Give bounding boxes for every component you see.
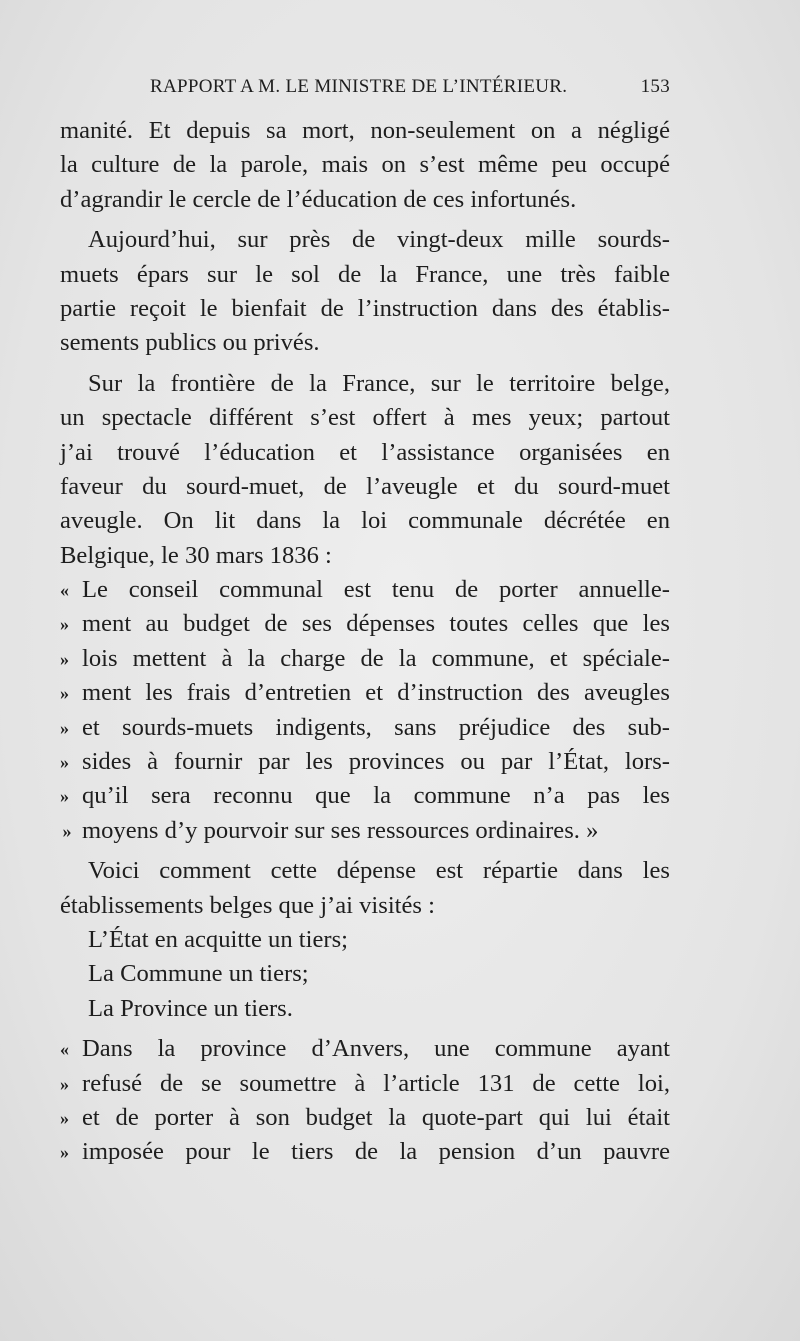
line-text: partie reçoit le bienfait de l’instruction dans des établis- [60,294,670,322]
text-line [60,1067,670,1101]
text-line [60,367,670,401]
quote-mark: » [60,717,69,738]
quote-mark: » [60,1107,69,1128]
line-text: ment au budget de ses dépenses toutes celles que les [82,610,670,638]
text-line [60,957,670,991]
text-line [60,292,670,326]
line-text: lois mettent à la charge de la commune, et spéciale- [82,644,670,672]
body-text [60,114,670,1170]
text-line [60,148,670,182]
page-number: 153 [640,76,670,97]
quote-mark: » [60,683,69,704]
text-line [60,114,670,148]
line-text: j’ai trouvé l’éducation et l’assistance organisées en [60,438,670,466]
text-line [60,923,670,957]
line-text: et sourds-muets indigents, sans préjudice des sub- [82,713,670,741]
line-text: Voici comment cette dépense est répartie dans les [88,857,670,885]
text-line [60,1101,670,1135]
line-text: Sur la frontière de la France, sur le territoire belge, [88,369,670,397]
line-text: d’agrandir le cercle de l’éducation de ces infortunés. [60,185,577,213]
text-line [60,1135,670,1169]
line-text: manité. Et depuis sa mort, non-seulement on a négligé [60,117,670,144]
text-line [60,470,670,504]
line-text: sides à fournir par les provinces ou par l’État, lors- [82,748,670,776]
line-text: et de porter à son budget la quote-part qui lui était [82,1103,670,1131]
line-text: La Province un tiers. [88,994,293,1022]
quote-mark: » [60,752,69,773]
text-line [60,326,670,360]
text-line [60,223,670,257]
line-text: refusé de se soumettre à l’article 131 de cette loi, [82,1069,670,1097]
text-line [60,992,670,1026]
line-text: faveur du sourd-muet, de l’aveugle et du sourd-muet [60,472,670,500]
text-line [60,607,670,641]
text-line [60,711,670,745]
text-line [60,854,670,888]
text-line [60,745,670,779]
text-line [60,889,670,923]
line-text: sements publics ou privés. [60,329,320,357]
line-text: qu’il sera reconnu que la commune n’a pas les [82,782,670,810]
line-text: Belgique, le 30 mars 1836 : [60,541,332,569]
quote-mark: » [60,1073,69,1094]
text-line [60,436,670,470]
quote-mark: » [60,1142,69,1163]
text-line [60,814,670,848]
line-text: moyens d’y pourvoir sur ses ressources ordinaires. » [82,816,599,844]
text-line [60,779,670,813]
line-text: Le conseil communal est tenu de porter annuelle- [82,576,670,604]
text-line [60,258,670,292]
text-line [60,573,670,607]
line-text: la culture de la parole, mais on s’est même peu occupé [60,151,670,179]
line-text: ment les frais d’entretien et d’instruction des aveugles [82,679,670,707]
line-text: un spectacle différent s’est offert à mes yeux; partout [60,404,670,432]
line-text: L’État en acquitte un tiers; [88,925,348,953]
quote-mark: « [60,580,69,601]
text-line [60,539,670,573]
text-line [60,504,670,538]
line-text: La Commune un tiers; [88,960,309,988]
text-line [60,642,670,676]
text-line [60,183,670,217]
line-text: aveugle. On lit dans la loi communale décrétée en [60,507,670,535]
quote-mark: » [60,786,69,807]
text-line [60,676,670,710]
line-text: Aujourd’hui, sur près de vingt-deux mille sourds- [88,226,670,254]
line-text: Dans la province d’Anvers, une commune ayant [82,1035,670,1063]
quote-mark: » [60,614,69,635]
quote-mark: « [60,1039,69,1060]
running-head: RAPPORT A M. LE MINISTRE DE L’INTÉRIEUR. [150,76,568,97]
quote-mark: » [60,648,69,669]
line-text: établissements belges que j’ai visités : [60,891,435,919]
text-line [60,1032,670,1066]
line-text: imposée pour le tiers de la pension d’un pauvre [82,1138,670,1166]
page-header [150,76,670,106]
text-line [60,401,670,435]
quote-mark: » [62,820,72,841]
line-text: muets épars sur le sol de la France, une très faible [60,260,670,288]
